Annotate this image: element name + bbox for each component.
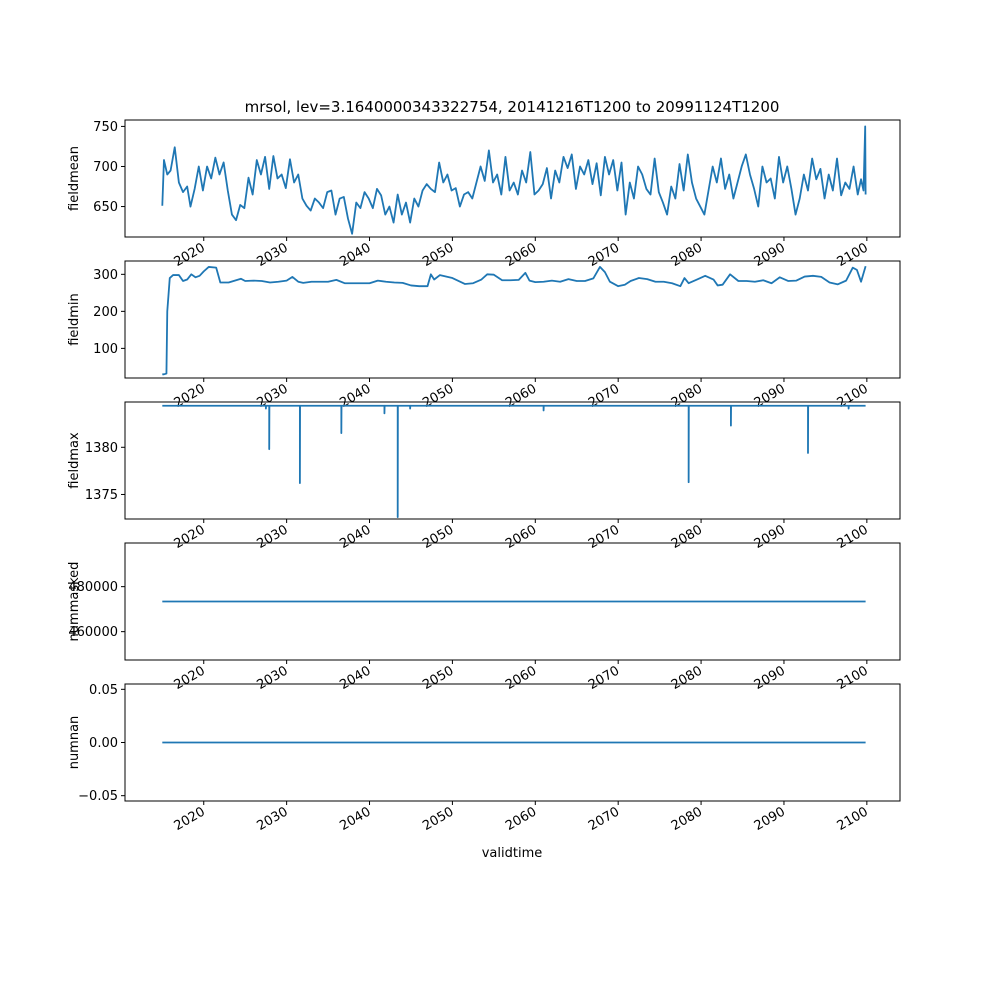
y-tick-label: 750 bbox=[93, 119, 118, 135]
x-tick-label: 2090 bbox=[751, 240, 788, 271]
y-axis-label: fieldmin bbox=[67, 293, 82, 346]
x-tick-label: 2060 bbox=[503, 381, 540, 412]
x-tick-label: 2080 bbox=[668, 381, 706, 412]
x-tick-label: 2070 bbox=[586, 381, 623, 412]
x-tick-label: 2020 bbox=[171, 804, 208, 835]
x-tick-label: 2100 bbox=[834, 804, 871, 835]
x-tick-label: 2070 bbox=[586, 804, 623, 835]
y-tick-label: 200 bbox=[93, 304, 118, 320]
x-tick-label: 2060 bbox=[503, 240, 540, 271]
x-tick-label: 2020 bbox=[171, 522, 208, 553]
x-tick-label: 2020 bbox=[171, 240, 208, 271]
series-line-fieldmax bbox=[162, 406, 865, 517]
x-tick-label: 2070 bbox=[586, 240, 623, 271]
y-tick-label: 1380 bbox=[84, 440, 118, 456]
x-tick-label: 2100 bbox=[834, 663, 871, 694]
x-tick-label: 2100 bbox=[834, 381, 871, 412]
x-tick-label: 2100 bbox=[834, 522, 871, 553]
y-axis-label: nummasked bbox=[67, 561, 82, 642]
x-tick-label: 2100 bbox=[834, 240, 871, 271]
x-tick-label: 2030 bbox=[254, 381, 291, 412]
axes-frame bbox=[125, 402, 900, 519]
x-tick-label: 2020 bbox=[171, 663, 208, 694]
y-tick-label: 300 bbox=[93, 267, 118, 283]
x-tick-label: 2090 bbox=[751, 522, 788, 553]
y-tick-label: 0.00 bbox=[89, 736, 118, 751]
x-tick-label: 2040 bbox=[337, 522, 374, 553]
series-line-fieldmin bbox=[162, 266, 865, 374]
x-tick-label: 2060 bbox=[503, 804, 540, 835]
panel-fieldmean bbox=[67, 120, 900, 270]
x-tick-label: 2050 bbox=[420, 381, 457, 412]
x-tick-label: 2050 bbox=[420, 663, 457, 694]
x-tick-label: 2080 bbox=[668, 804, 706, 835]
x-tick-label: 2080 bbox=[668, 522, 706, 553]
x-tick-label: 2090 bbox=[751, 381, 788, 412]
panel-nummasked bbox=[67, 543, 900, 693]
y-axis-label: fieldmax bbox=[67, 432, 82, 489]
chart-title: mrsol, lev=3.1640000343322754, 20141216T1200 to 20991124T1200 bbox=[244, 98, 780, 116]
y-tick-label: 460000 bbox=[68, 625, 118, 641]
x-tick-label: 2040 bbox=[337, 804, 374, 835]
panel-fieldmin bbox=[67, 261, 900, 411]
y-tick-label: 0.05 bbox=[89, 682, 118, 698]
x-tick-label: 2050 bbox=[420, 240, 457, 271]
x-tick-label: 2080 bbox=[668, 240, 706, 271]
panel-fieldmax bbox=[67, 402, 900, 552]
y-tick-label: 650 bbox=[93, 200, 118, 216]
x-tick-label: 2040 bbox=[337, 663, 374, 694]
x-tick-label: 2030 bbox=[254, 804, 291, 835]
x-tick-label: 2090 bbox=[751, 663, 788, 694]
y-tick-label: 480000 bbox=[68, 580, 118, 596]
y-tick-label: −0.05 bbox=[78, 789, 118, 805]
x-tick-label: 2050 bbox=[420, 804, 457, 835]
y-axis-label: numnan bbox=[67, 715, 82, 770]
x-tick-label: 2030 bbox=[254, 522, 291, 553]
x-tick-label: 2040 bbox=[337, 240, 374, 271]
x-tick-label: 2040 bbox=[337, 381, 374, 412]
x-tick-label: 2080 bbox=[668, 663, 706, 694]
y-tick-label: 700 bbox=[93, 159, 118, 175]
x-tick-label: 2070 bbox=[586, 522, 623, 553]
x-tick-label: 2060 bbox=[503, 663, 540, 694]
x-tick-label: 2090 bbox=[751, 804, 788, 835]
x-tick-label: 2030 bbox=[254, 240, 291, 271]
y-axis-label: fieldmean bbox=[67, 146, 82, 211]
x-axis-label: validtime bbox=[481, 846, 543, 861]
x-tick-label: 2050 bbox=[420, 522, 457, 553]
y-tick-label: 100 bbox=[93, 341, 118, 357]
series-line-fieldmean bbox=[162, 126, 865, 233]
x-tick-label: 2030 bbox=[254, 663, 291, 694]
y-tick-label: 1375 bbox=[84, 487, 118, 503]
x-tick-label: 2070 bbox=[586, 663, 623, 694]
x-tick-label: 2020 bbox=[171, 381, 208, 412]
panel-numnan bbox=[67, 683, 900, 834]
x-tick-label: 2060 bbox=[503, 522, 540, 553]
